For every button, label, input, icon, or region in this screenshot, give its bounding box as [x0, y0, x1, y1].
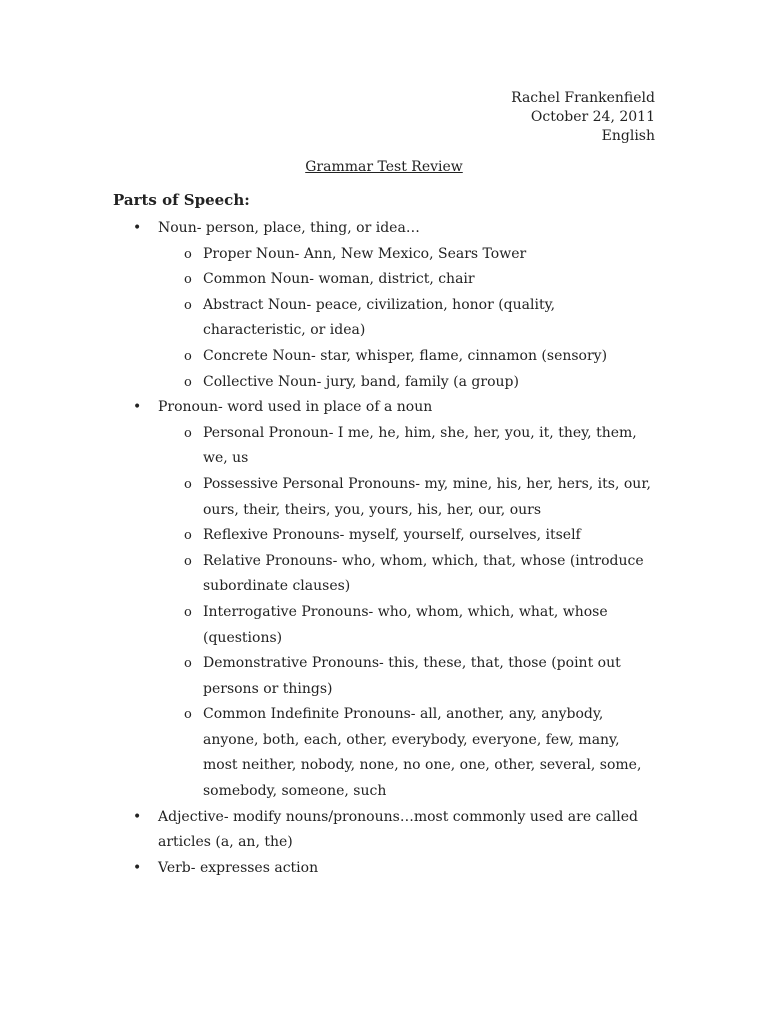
circle-bullet-icon: o [184, 604, 192, 620]
sub-list-item-text: Reflexive Pronouns- myself, yourself, ourselves, itself [203, 527, 581, 544]
outline-item [113, 216, 658, 395]
bullet-icon: • [133, 859, 142, 876]
sub-list [158, 242, 658, 396]
circle-bullet-icon: o [184, 374, 192, 390]
bullet-icon: • [133, 220, 142, 236]
sub-list-item [158, 600, 658, 651]
sub-list-item-text: Abstract Noun- peace, civilization, honor (quality, characteristic, or idea) [203, 296, 556, 339]
circle-bullet-icon: o [184, 348, 192, 364]
course-subject: English [601, 128, 655, 144]
outline-item-text: Verb- expresses action [158, 859, 319, 876]
circle-bullet-icon: o [184, 425, 192, 441]
outline-item-text: Noun- person, place, thing, or idea… [158, 220, 420, 236]
circle-bullet-icon: o [184, 656, 192, 672]
sub-list-item [158, 242, 658, 268]
sub-list-item [158, 421, 658, 472]
section-heading: Parts of Speech: [113, 191, 250, 209]
outline-item [113, 395, 658, 805]
document-date: October 24, 2011 [530, 109, 655, 125]
circle-bullet-icon: o [184, 476, 192, 492]
sub-list-item [158, 523, 658, 549]
bullet-icon: • [133, 808, 142, 825]
sub-list-item [158, 651, 658, 702]
document-title: Grammar Test Review [305, 159, 463, 175]
outline-list-container [113, 216, 658, 881]
sub-list-item-text: Possessive Personal Pronouns- my, mine, his, her, hers, its, our, ours, their, theirs, you, yours, his, her, our, ours [203, 475, 651, 518]
bullet-icon: • [133, 399, 142, 416]
sub-list-item [158, 344, 658, 370]
sub-list-item [158, 702, 658, 804]
sub-list-item-text: Proper Noun- Ann, New Mexico, Sears Tower [203, 245, 527, 262]
circle-bullet-icon: o [184, 553, 192, 569]
circle-bullet-icon: o [184, 297, 192, 313]
sub-list-item [158, 267, 658, 293]
sub-list [158, 421, 658, 805]
author-header [511, 89, 655, 146]
sub-list-item-text: Interrogative Pronouns- who, whom, which, what, whose (questions) [203, 603, 608, 646]
outline-item [113, 856, 658, 882]
sub-list-item-text: Personal Pronoun- I me, he, him, she, her, you, it, they, them, we, us [203, 424, 637, 467]
circle-bullet-icon: o [184, 528, 192, 544]
sub-list-item-text: Demonstrative Pronouns- this, these, that, those (point out persons or things) [203, 655, 621, 697]
sub-list-item-text: Collective Noun- jury, band, family (a group) [203, 373, 519, 390]
sub-list-item [158, 549, 658, 600]
outline-list [113, 216, 658, 881]
author-name: Rachel Frankenfield [511, 90, 655, 106]
circle-bullet-icon: o [184, 707, 192, 723]
sub-list-item-text: Relative Pronouns- who, whom, which, that, whose (introduce subordinate clauses) [203, 552, 644, 595]
circle-bullet-icon: o [184, 272, 192, 288]
circle-bullet-icon: o [184, 246, 192, 262]
outline-item [113, 805, 658, 856]
sub-list-item-text: Concrete Noun- star, whisper, flame, cinnamon (sensory) [203, 347, 608, 364]
sub-list-item-text: Common Indefinite Pronouns- all, another, any, anybody, anyone, both, each, other, everybody, everyone, few, many, most neither, nobody, none, no one, one, other, several, some, somebody, someone, such [203, 706, 642, 800]
sub-list-item-text: Common Noun- woman, district, chair [203, 271, 475, 288]
outline-item-text: Adjective- modify nouns/pronouns…most commonly used are called articles (a, an, the) [158, 808, 638, 851]
outline-item-text: Pronoun- word used in place of a noun [158, 399, 433, 416]
sub-list-item [158, 472, 658, 523]
sub-list-item [158, 370, 658, 396]
sub-list-item [158, 293, 658, 344]
